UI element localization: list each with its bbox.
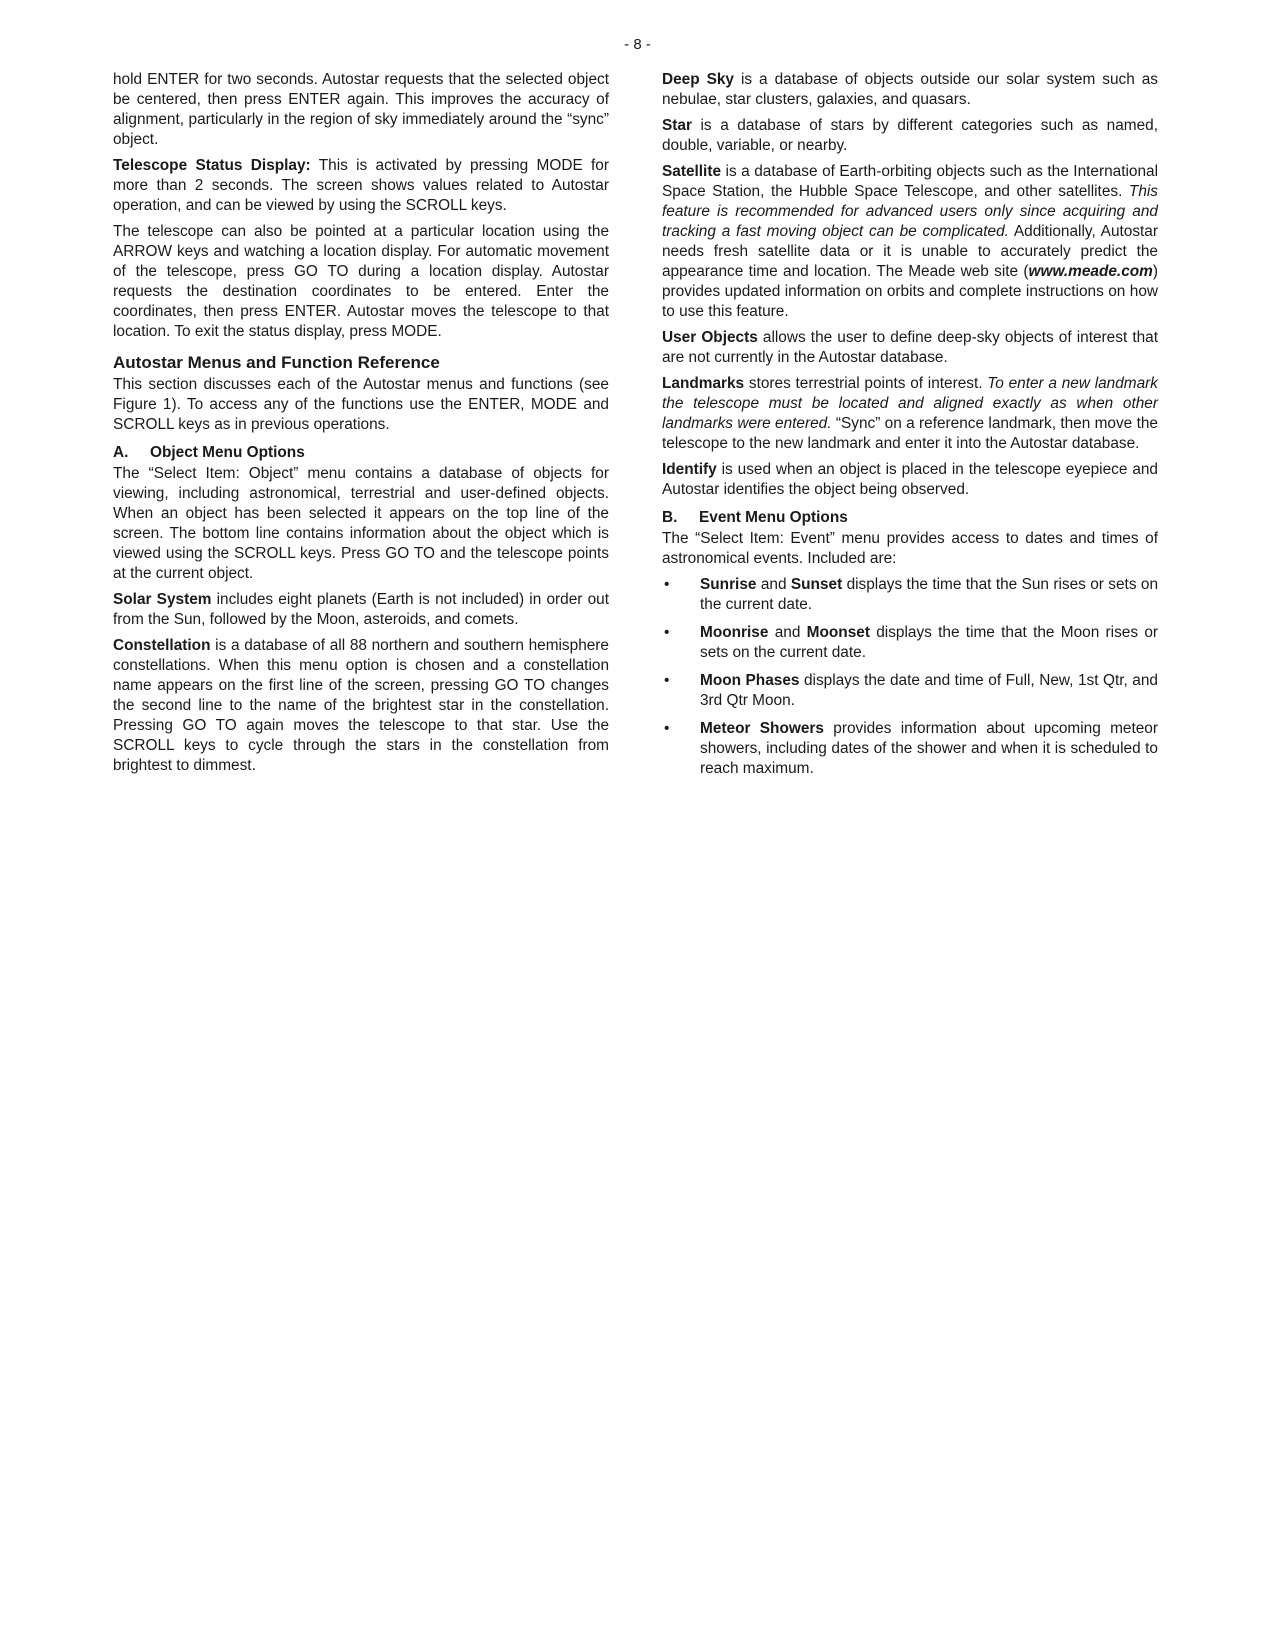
solar-system-term: Solar System (113, 591, 212, 608)
subsection-b-heading (662, 508, 1158, 528)
moon-phases-term: Moon Phases (700, 672, 800, 689)
constellation-term: Constellation (113, 637, 211, 654)
constellation-text: is a database of all 88 northern and southern hemisphere constellations. When this menu option is chosen and a constellation name appears on the first line of the screen, pressing GO TO changes the second line to the name of the brightest star in the constellation. Pressing GO TO again moves the telescope to that star. Use the SCROLL keys to cycle through the stars in the constellation from brightest to dimmest. (113, 637, 609, 774)
sunrise-term: Sunrise (700, 576, 757, 593)
user-objects-text: allows the user to define deep-sky objects of interest that are not currently in the Autostar database. (662, 329, 1159, 366)
constellation-paragraph (113, 636, 609, 776)
meteor-showers-text: provides information about upcoming meteor showers, including dates of the shower and when it is scheduled to reach maximum. (700, 720, 1158, 777)
left-column (113, 70, 609, 782)
landmarks-text-2: “Sync” on a reference landmark, then move the telescope to the new landmark and enter it into the Autostar database. (662, 415, 1158, 452)
status-display-text: This is activated by pressing MODE for more than 2 seconds. The screen shows values related to Autostar operation, and can be viewed by using the SCROLL keys. (113, 157, 609, 214)
satellite-text-3: ) provides updated information on orbits and complete instructions on how to use this feature. (662, 263, 1158, 320)
moon-phases-text: displays the date and time of Full, New, 1st Qtr, and 3rd Qtr Moon. (700, 672, 1158, 709)
landmarks-term: Landmarks (662, 375, 745, 392)
deep-sky-paragraph (662, 70, 1158, 110)
subsection-b-title: Event Menu Options (699, 509, 848, 526)
satellite-text-1: is a database of Earth-orbiting objects such as the International Space Station, the Hubble Space Telescope, and other satellites. (662, 163, 1158, 200)
subsection-a-letter: A. (113, 444, 129, 461)
identify-term: Identify (662, 461, 717, 478)
sunset-term: Sunset (790, 576, 843, 593)
subsection-b-letter: B. (662, 509, 678, 526)
event-menu-paragraph: The “Select Item: Event” menu provides access to dates and times of astronomical events. Included are: (662, 530, 1158, 567)
object-menu-paragraph: The “Select Item: Object” menu contains a database of objects for viewing, including astronomical, terrestrial and user-defined objects. When an object has been selected it appears on the top line of the screen. The bottom line contains information about the object which is viewed using the SCROLL keys. Press GO TO and the telescope points at the current object. (113, 465, 609, 582)
identify-text: is used when an object is placed in the telescope eyepiece and Autostar identifies the object being observed. (662, 461, 1158, 498)
bullet-icon: • (664, 720, 670, 737)
star-text: is a database of stars by different categories such as named, double, variable, or nearby. (662, 117, 1158, 154)
bullet-icon: • (664, 576, 670, 593)
conjunction: and (768, 624, 807, 641)
sync-paragraph: hold ENTER for two seconds. Autostar requests that the selected object be centered, then press ENTER again. This improves the accuracy of alignment, particularly in the region of sky immediately around the “sync” object. (113, 71, 609, 148)
deep-sky-term: Deep Sky (662, 71, 734, 88)
list-item (662, 671, 1158, 711)
page-number: - 8 - (624, 36, 651, 53)
satellite-italic-note: This feature is recommended for advanced users only since acquiring and tracking a fast moving object can be complicated. (662, 183, 1158, 240)
moonrise-term: Moonrise (700, 624, 769, 641)
satellite-term: Satellite (662, 163, 722, 180)
user-objects-paragraph (662, 328, 1158, 368)
location-paragraph: The telescope can also be pointed at a particular location using the ARROW keys and watching a location display. For automatic movement of the telescope, press GO TO during a location display. Autostar requests the destination coordinates to be entered. Enter the coordinates, then press ENTER. Autostar moves the telescope to that location. To exit the status display, press MODE. (113, 223, 609, 340)
satellite-text-2: Additionally, Autostar needs fresh satellite data or it is unable to accurately predict the appearance time and location. The Meade web site ( (662, 223, 1158, 280)
star-paragraph (662, 116, 1158, 156)
satellite-paragraph (662, 162, 1158, 322)
meteor-showers-term: Meteor Showers (700, 720, 824, 737)
solar-system-paragraph (113, 590, 609, 630)
list-item (662, 719, 1158, 779)
subsection-a-title: Object Menu Options (150, 444, 305, 461)
user-objects-term: User Objects (662, 329, 758, 346)
conjunction: and (756, 576, 791, 593)
section-intro-paragraph: This section discusses each of the Autostar menus and functions (see Figure 1). To access any of the functions use the ENTER, MODE and SCROLL keys as in previous operations. (113, 376, 609, 433)
subsection-a-heading (113, 443, 609, 463)
sunrise-sunset-text: displays the time that the Sun rises or sets on the current date. (700, 576, 1159, 613)
moonrise-moonset-text: displays the time that the Moon rises or sets on the current date. (700, 624, 1159, 661)
landmarks-paragraph (662, 374, 1158, 454)
moonset-term: Moonset (806, 624, 870, 641)
solar-system-text: includes eight planets (Earth is not included) in order out from the Sun, followed by the Moon, asteroids, and comets. (113, 591, 609, 628)
identify-paragraph (662, 460, 1158, 500)
meade-website-link[interactable]: www.meade.com (1028, 263, 1153, 280)
landmarks-italic-note: To enter a new landmark the telescope must be located and aligned exactly as when other landmarks were entered. (662, 375, 1158, 432)
landmarks-text-1: stores terrestrial points of interest. (744, 375, 988, 392)
deep-sky-text: is a database of objects outside our solar system such as nebulae, star clusters, galaxies, and quasars. (662, 71, 1158, 108)
bullet-icon: • (664, 624, 670, 641)
section-title: Autostar Menus and Function Reference (113, 353, 440, 372)
star-term: Star (662, 117, 692, 134)
right-column (662, 70, 1158, 787)
list-item (662, 623, 1158, 663)
status-display-term: Telescope Status Display: (113, 157, 311, 174)
event-list (662, 575, 1158, 779)
status-display-paragraph (113, 156, 609, 216)
list-item (662, 575, 1158, 615)
bullet-icon: • (664, 672, 670, 689)
